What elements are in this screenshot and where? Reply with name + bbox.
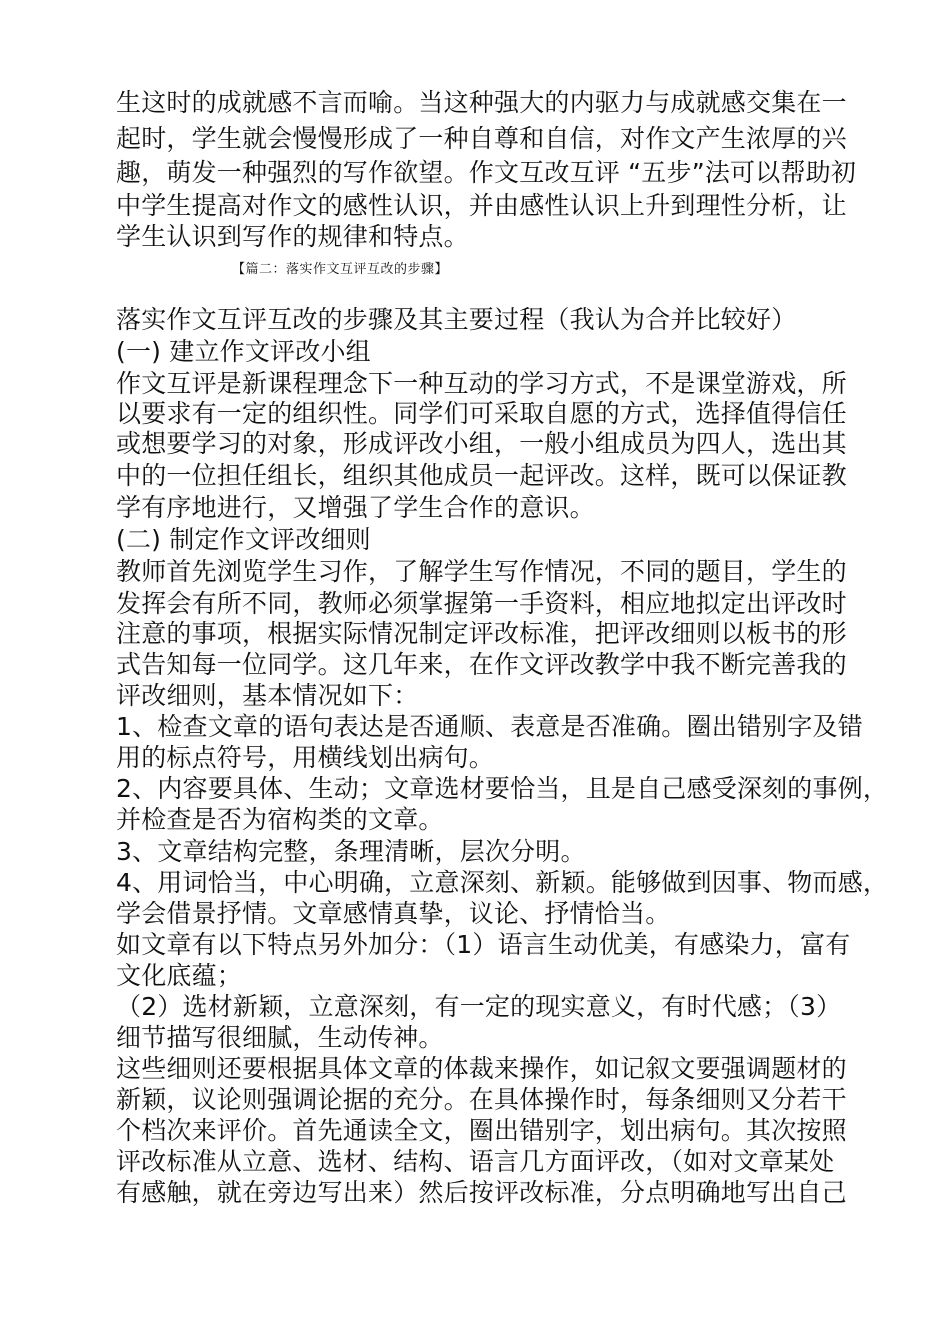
text-line: 趣，萌发一种强烈的写作欲望。作文互改互评 “五步”法可以帮助初: [116, 158, 857, 187]
text-line: 生这时的成就感不言而喻。当这种强大的内驱力与成就感交集在一: [116, 88, 847, 117]
text-line: 中的一位担任组长，组织其他成员一起评改。这样，既可以保证教: [116, 461, 847, 490]
text-line: 发挥会有所不同，教师必须掌握第一手资料，相应地拟定出评改时: [116, 589, 847, 618]
text-line: 注意的事项，根据实际情况制定评改标准，把评改细则以板书的形: [116, 619, 847, 648]
text-line: 用的标点符号，用横线划出病句。: [116, 743, 495, 772]
text-line: (二) 制定作文评改细则: [116, 525, 371, 554]
text-line: 学有序地进行，又增强了学生合作的意识。: [116, 493, 595, 522]
section-heading: 【篇二：落实作文互评互改的步骤】: [232, 262, 449, 277]
text-line: 学生认识到写作的规律和特点。: [116, 222, 469, 251]
text-line: 2、内容要具体、生动；文章选材要恰当，且是自己感受深刻的事例，: [116, 774, 889, 803]
text-line: 中学生提高对作文的感性认识，并由感性认识上升到理性分析，让: [116, 191, 847, 220]
text-line: 并检查是否为宿构类的文章。: [116, 805, 444, 834]
text-line: 起时，学生就会慢慢形成了一种自尊和自信，对作文产生浓厚的兴: [116, 124, 847, 153]
text-line: 落实作文互评互改的步骤及其主要过程（我认为合并比较好）: [116, 305, 797, 334]
text-line: 评改标准从立意、选材、结构、语言几方面评改，（如对文章某处: [116, 1147, 835, 1176]
text-line: 或想要学习的对象，形成评改小组，一般小组成员为四人，选出其: [116, 429, 847, 458]
text-line: 新颖，议论则强调论据的充分。在具体操作时，每条细则又分若干: [116, 1085, 847, 1114]
text-line: 评改细则，基本情况如下：: [116, 681, 419, 710]
text-line: (一) 建立作文评改小组: [116, 337, 371, 366]
text-line: 教师首先浏览学生习作，了解学生写作情况，不同的题目，学生的: [116, 557, 847, 586]
text-line: 这些细则还要根据具体文章的体裁来操作，如记叙文要强调题材的: [116, 1054, 847, 1083]
text-line: 1、检查文章的语句表达是否通顺、表意是否准确。圈出错别字及错: [116, 712, 863, 741]
text-line: 3、文章结构完整，条理清晰，层次分明。: [116, 837, 586, 866]
text-line: （2）选材新颖，立意深刻，有一定的现实意义，有时代感；（3）: [116, 992, 842, 1021]
text-line: 学会借景抒情。文章感情真挚，议论、抒情恰当。: [116, 899, 671, 928]
text-line: 文化底蕴；: [116, 961, 243, 990]
text-line: 个档次来评价。首先通读全文，圈出错别字，划出病句。其次按照: [116, 1116, 847, 1145]
text-line: 式告知每一位同学。这几年来，在作文评改教学中我不断完善我的: [116, 650, 847, 679]
text-line: 4、用词恰当，中心明确，立意深刻、新颖。能够做到因事、物而感，: [116, 868, 889, 897]
text-line: 如文章有以下特点另外加分：（1）语言生动优美，有感染力，富有: [116, 930, 851, 959]
text-line: 细节描写很细腻，生动传神。: [116, 1023, 444, 1052]
text-line: 以要求有一定的组织性。同学们可采取自愿的方式，选择值得信任: [116, 399, 847, 428]
text-line: 作文互评是新课程理念下一种互动的学习方式，不是课堂游戏，所: [116, 369, 847, 398]
text-line: 有感触，就在旁边写出来）然后按评改标准，分点明确地写出自己: [116, 1178, 847, 1207]
